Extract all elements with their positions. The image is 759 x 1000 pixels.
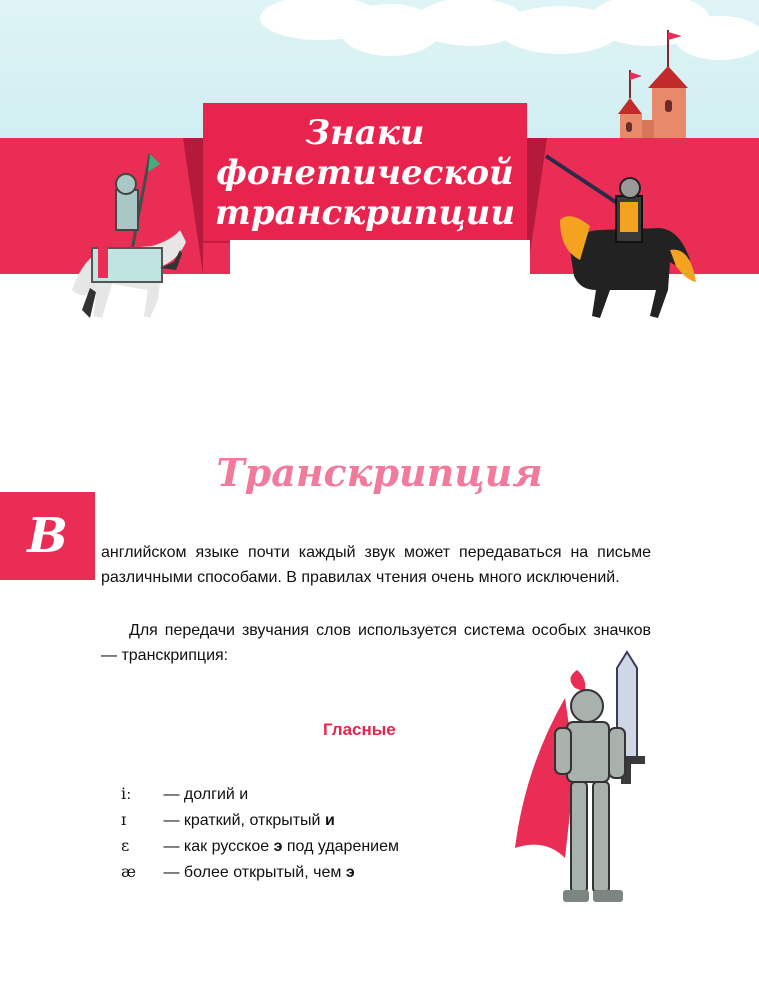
right-knight-illustration [540,150,700,322]
vowel-description-tail: под ударением [282,838,400,855]
standing-knight-illustration [505,648,685,914]
vowel-emphasis: э [273,838,283,855]
page-title [203,103,527,233]
vowels-title: Гласные [323,720,396,739]
section-heading: Транскрипция [216,450,543,495]
vowel-dash: — [163,838,180,855]
vowel-dash: — [163,812,180,829]
vowel-symbol: ɛ [121,836,130,855]
title-plate [203,103,527,241]
vowel-emphasis: э [345,864,355,881]
banner-gap [230,240,530,280]
vowel-dash: — [163,864,180,881]
vowel-description: долгий и [183,786,249,803]
vowel-row [121,862,355,882]
paragraph-1: английском языке почти каждый звук может передаваться на письме различными способами. В правилах чтения очень много исключений. [101,544,651,586]
vowel-dash: — [163,786,180,803]
vowel-symbol: ɪ [121,810,127,829]
vowel-symbol: iː [121,784,132,803]
paragraph-2: Для передачи звучания слов используется система особых значков — транскрипция: [101,622,651,664]
left-knight-illustration [62,150,192,322]
castle-illustration [612,28,702,140]
vowel-description: краткий, открытый [183,812,325,829]
vowel-description: более открытый, чем [183,864,346,881]
vowel-row [121,836,399,856]
vowel-row [121,784,248,804]
vowel-description: как русское [183,838,274,855]
dropcap: В [0,492,95,580]
vowel-emphasis: и [324,812,335,829]
title-line-1: Знаки [305,113,425,153]
vowel-row [121,810,335,830]
title-line-2: фонетической [216,153,514,193]
title-line-3: транскрипции [214,193,516,233]
vowel-symbol: æ [121,862,137,881]
